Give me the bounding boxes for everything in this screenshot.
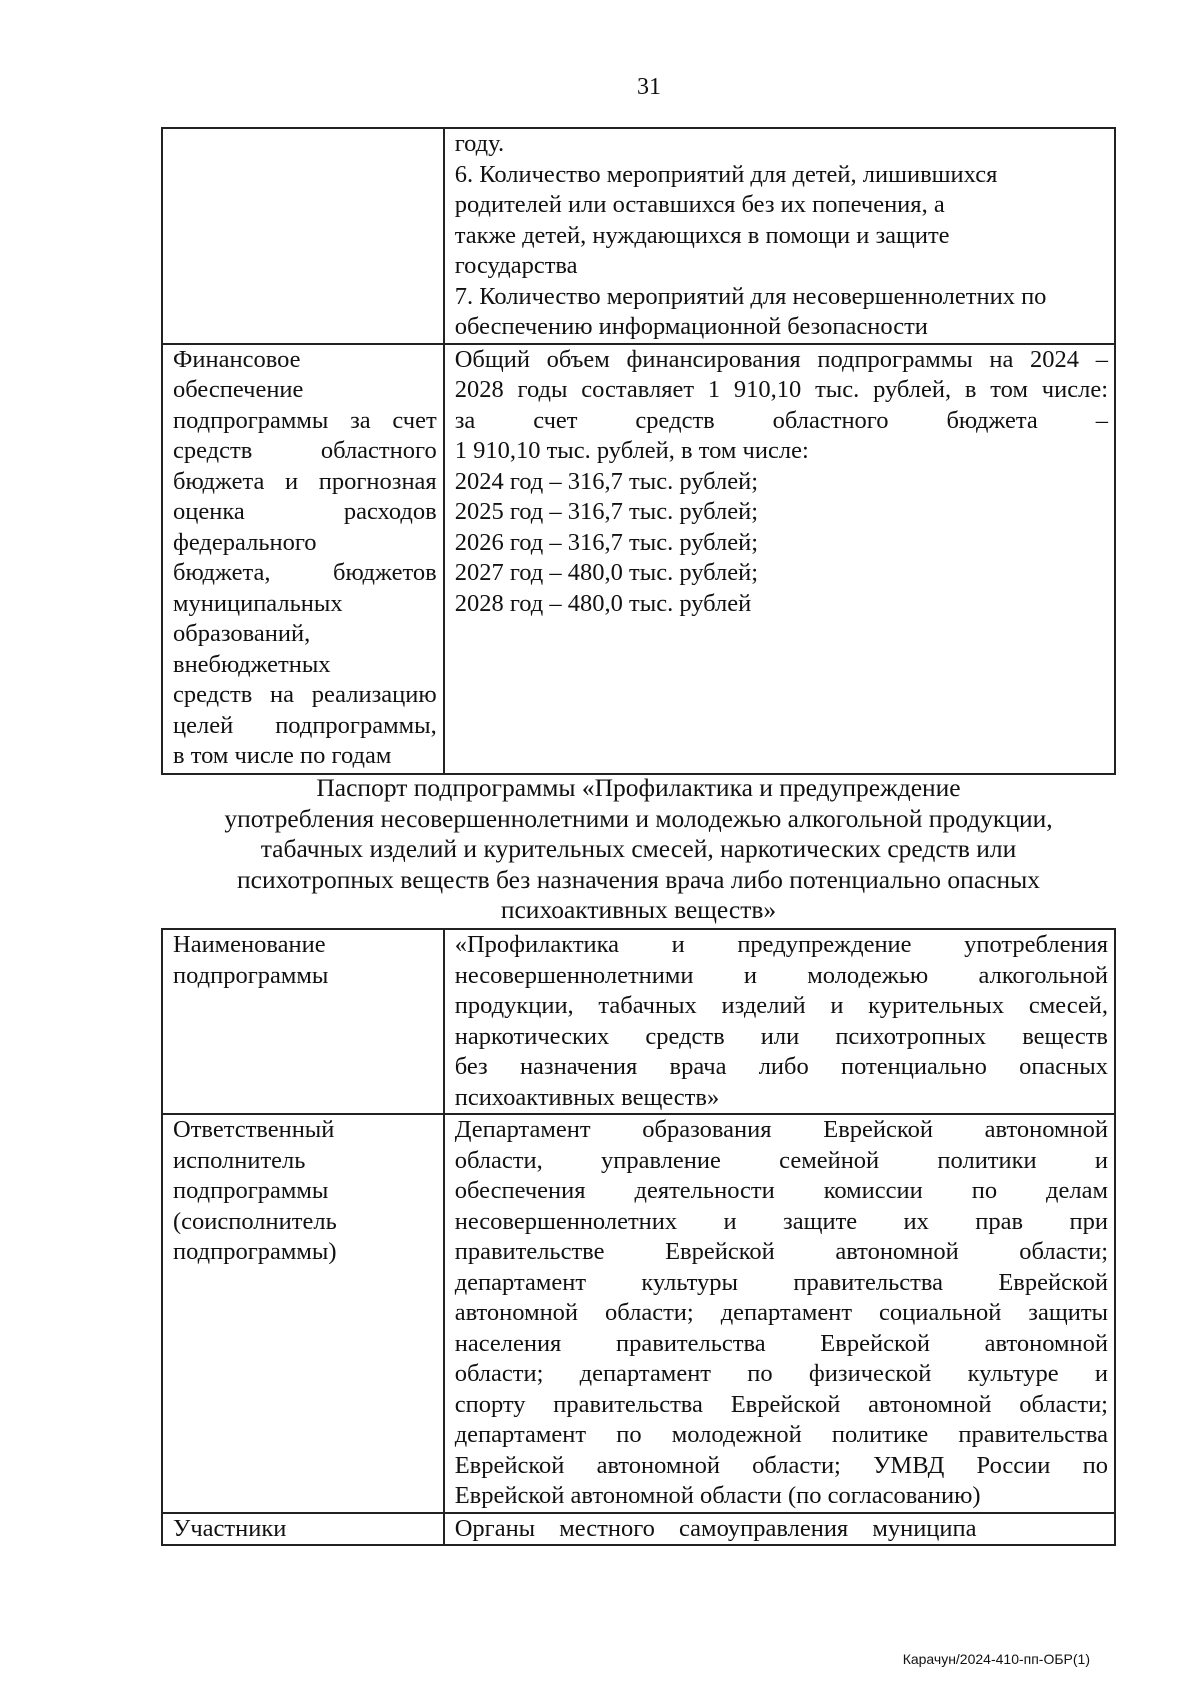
text-line: 2025 год – 316,7 тыс. рублей; [454,498,759,525]
text-line: без назначения врача либо потенциально опасных [454,1053,1108,1080]
text-line: обеспечению информационной безопасности [454,313,928,340]
text-line: подпрограммы за счет [173,406,437,434]
text-line: году. [454,130,505,157]
text-line: 2026 год – 316,7 тыс. рублей; [454,528,759,556]
text-line: подпрограммы [173,961,329,989]
text-line: государства [454,252,578,279]
table-cell-right [444,128,1115,344]
text-line: области; департамент по физической культуре и [454,1360,1108,1387]
text-line: Еврейской автономной области; УМВД России по [454,1451,1108,1479]
text-line: 7. Количество мероприятий для несовершеннолетних по [454,282,1047,310]
page-number: 31 [637,74,661,100]
text-line: (соисполнитель [173,1207,337,1235]
text-line: «Профилактика и предупреждение употребления [454,931,1108,958]
text-line: образований, [173,620,311,647]
text-line: спорту правительства Еврейской автономной области; [454,1390,1108,1418]
text-line: 2024 год – 316,7 тыс. рублей; [454,467,759,495]
text-line: Наименование [173,931,326,958]
heading-line: употребления несовершеннолетними и молодежью алкогольной продукции, [224,803,1053,833]
text-line: продукции, табачных изделий и курительных смесей, [454,992,1108,1019]
text-line: бюджета, бюджетов [173,559,437,586]
text-line: автономной области; департамент социальной защиты [454,1299,1108,1326]
text-line: 2028 годы составляет 1 910,10 тыс. рублей, в том числе: [454,376,1108,403]
text-line: оценка расходов [173,498,437,525]
text-line: 1 910,10 тыс. рублей, в том числе: [454,437,809,464]
text-line: Участники [173,1514,287,1542]
document-code: Карачун/2024-410-пп-ОБР(1) [902,1651,1090,1667]
text-line: Еврейской автономной области (по согласованию) [454,1482,981,1509]
subprogram-passport-heading [161,773,1116,926]
table-subprogram-passport [161,928,1116,1546]
text-line: несовершеннолетними и молодежью алкогольной [454,961,1108,989]
table-cell-right [444,929,1115,1114]
text-line: 6. Количество мероприятий для детей, лишившихся [454,160,998,188]
text-line: области, управление семейной политики и [454,1146,1108,1174]
text-line: обеспечение [173,376,304,403]
text-line: за счет средств областного бюджета – [454,406,1108,434]
table-cell-left [162,344,444,774]
text-line: Общий объем финансирования подпрограммы на 2024 – [454,345,1108,373]
text-line: наркотических средств или психотропных веществ [454,1022,1108,1050]
table-cell-left [162,1513,444,1546]
text-line: муниципальных [173,589,343,617]
table-row [162,1513,1115,1546]
text-line: родителей или оставшихся без их попечения, а [454,191,945,218]
text-line: Ответственный [173,1116,335,1143]
table-row [162,128,1115,344]
text-line: Финансовое [173,345,301,373]
heading-line: Паспорт подпрограммы «Профилактика и предупреждение [316,773,961,802]
table-row [162,1114,1115,1513]
text-line: 2027 год – 480,0 тыс. рублей; [454,559,759,586]
text-line: Органы местного самоуправления муниципа [454,1514,977,1542]
text-line: подпрограммы [173,1177,329,1204]
text-line: внебюджетных [173,650,331,678]
text-line: психоактивных веществ» [454,1083,720,1111]
text-line: обеспечения деятельности комиссии по делам [454,1177,1108,1204]
table-financing-continuation [161,127,1116,775]
text-line: целей подпрограммы, [173,711,437,739]
text-line: также детей, нуждающихся в помощи и защите [454,221,950,249]
text-line: населения правительства Еврейской автономной [454,1329,1108,1357]
table-row [162,344,1115,774]
table-cell-right [444,1513,1115,1546]
table-cell-right [444,1114,1115,1513]
text-line: правительстве Еврейской автономной области; [454,1238,1108,1265]
text-line: подпрограммы) [173,1238,337,1265]
table-cell-right [444,344,1115,774]
text-line: 2028 год – 480,0 тыс. рублей [454,589,752,617]
heading-line: психотропных веществ без назначения врача либо потенциально опасных [237,864,1040,894]
text-line: департамент по молодежной политике правительства [454,1421,1108,1448]
text-line: средств областного [173,437,437,464]
text-line: Департамент образования Еврейской автономной [454,1116,1108,1143]
table-cell-left [162,128,444,344]
text-line: исполнитель [173,1146,306,1174]
text-line: департамент культуры правительства Еврейской [454,1268,1108,1296]
text-line: бюджета и прогнозная [173,467,437,495]
text-line: в том числе по годам [173,742,392,769]
heading-line: табачных изделий и курительных смесей, наркотических средств или [260,834,1017,863]
table-cell-left [162,1114,444,1513]
table-cell-left [162,929,444,1114]
text-line: средств на реализацию [173,681,437,708]
table-row [162,929,1115,1114]
text-line: несовершеннолетних и защите их прав при [454,1207,1108,1235]
text-line: федерального [173,528,317,556]
heading-line: психоактивных веществ» [500,895,777,924]
